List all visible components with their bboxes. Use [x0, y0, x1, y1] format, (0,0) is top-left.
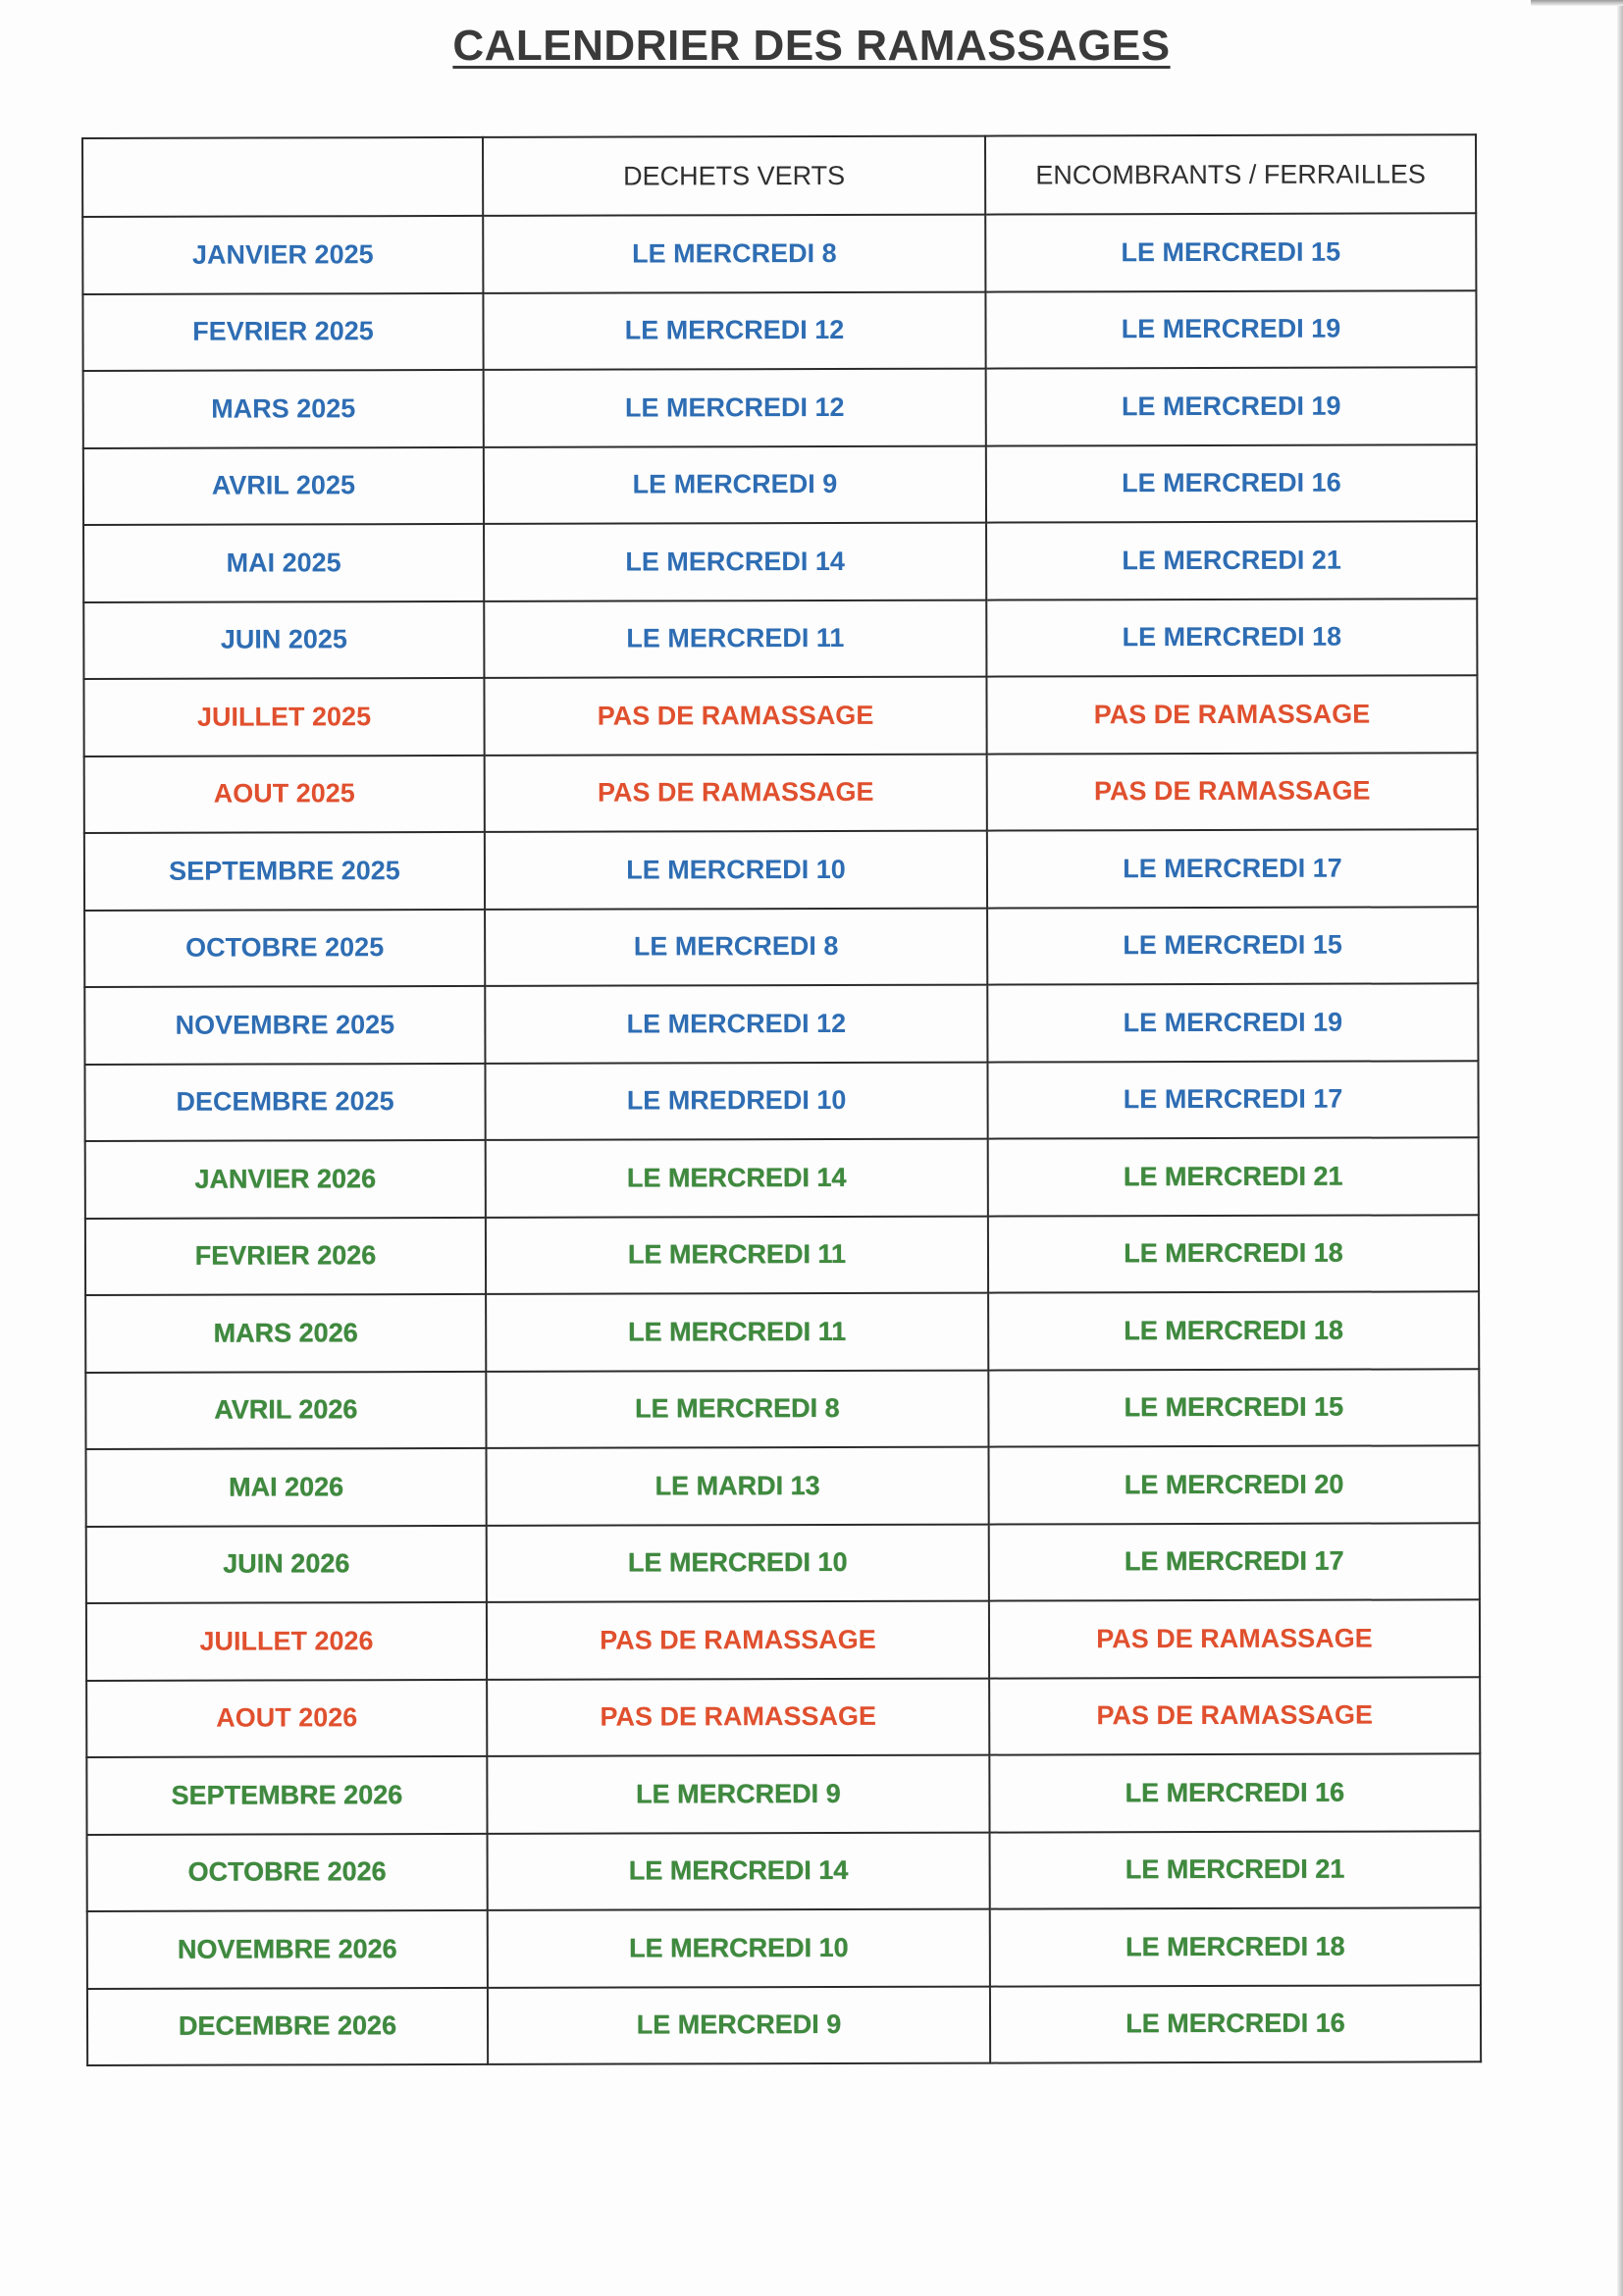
table-row	[87, 1907, 1481, 1988]
dechets-verts-cell: LE MERCREDI 12	[483, 291, 985, 370]
table-row	[87, 1985, 1481, 2065]
encombrants-cell: LE MERCREDI 19	[986, 367, 1477, 445]
dechets-verts-cell: PAS DE RAMASSAGE	[487, 1678, 989, 1756]
encombrants-cell: LE MERCREDI 18	[986, 599, 1477, 677]
table-row	[83, 367, 1477, 447]
header-month-cell	[82, 137, 483, 217]
encombrants-cell: PAS DE RAMASSAGE	[989, 1677, 1480, 1755]
dechets-verts-cell: LE MERCREDI 8	[486, 1370, 988, 1448]
month-cell: JUILLET 2025	[83, 678, 484, 757]
month-cell: SEPTEMBRE 2025	[84, 832, 485, 911]
dechets-verts-cell: LE MARDI 13	[486, 1447, 988, 1526]
table-row	[86, 1753, 1480, 1834]
month-cell: AOUT 2026	[86, 1679, 487, 1757]
encombrants-cell: LE MERCREDI 21	[990, 1831, 1481, 1909]
encombrants-cell: LE MERCREDI 21	[988, 1137, 1479, 1216]
table-row	[85, 1137, 1479, 1218]
month-cell: MAI 2026	[86, 1448, 487, 1527]
encombrants-cell: LE MERCREDI 17	[989, 1523, 1480, 1601]
dechets-verts-cell: LE MERCREDI 11	[486, 1293, 988, 1372]
dechets-verts-cell: LE MERCREDI 10	[485, 831, 987, 910]
table-row	[86, 1523, 1480, 1603]
dechets-verts-cell: LE MREDREDI 10	[485, 1062, 987, 1140]
dechets-verts-cell: LE MERCREDI 14	[486, 1139, 988, 1218]
month-cell: MAI 2025	[83, 524, 484, 602]
encombrants-cell: LE MERCREDI 17	[987, 829, 1478, 908]
scan-edge-shadow	[1617, 0, 1623, 2296]
dechets-verts-cell: LE MERCREDI 8	[485, 908, 987, 986]
month-cell: FEVRIER 2025	[82, 292, 483, 371]
table-row	[87, 1831, 1481, 1911]
encombrants-cell: LE MERCREDI 18	[990, 1907, 1481, 1986]
dechets-verts-cell: LE MERCREDI 9	[487, 1755, 989, 1834]
month-cell: OCTOBRE 2025	[84, 909, 485, 987]
encombrants-cell: LE MERCREDI 16	[986, 444, 1477, 523]
encombrants-cell: PAS DE RAMASSAGE	[986, 675, 1477, 754]
header-encombrants-ferrailles: ENCOMBRANTS / FERRAILLES	[985, 134, 1476, 214]
header-dechets-verts: DECHETS VERTS	[483, 136, 985, 216]
table-row	[83, 521, 1477, 601]
page-title-text: CALENDRIER DES RAMASSAGES	[452, 22, 1171, 70]
table-row	[83, 444, 1477, 525]
table-row	[85, 1215, 1479, 1295]
month-cell: NOVEMBRE 2025	[84, 986, 485, 1065]
month-cell: JUILLET 2026	[86, 1602, 487, 1681]
dechets-verts-cell: LE MERCREDI 8	[483, 215, 985, 293]
month-cell: FEVRIER 2026	[85, 1217, 486, 1295]
table-row	[82, 290, 1476, 371]
table-row	[86, 1677, 1480, 1757]
month-cell: AVRIL 2025	[83, 446, 484, 525]
dechets-verts-cell: LE MERCREDI 11	[486, 1216, 988, 1294]
dechets-verts-cell: PAS DE RAMASSAGE	[487, 1601, 989, 1680]
month-cell: AVRIL 2026	[85, 1371, 486, 1449]
month-cell: MARS 2026	[85, 1294, 486, 1373]
table-row	[86, 1445, 1480, 1526]
month-cell: AOUT 2025	[84, 755, 485, 833]
collection-schedule-table	[81, 133, 1482, 2066]
dechets-verts-cell: LE MERCREDI 12	[484, 369, 986, 447]
encombrants-cell: LE MERCREDI 17	[987, 1061, 1478, 1139]
table-row	[82, 213, 1476, 293]
page-title	[0, 22, 1623, 71]
encombrants-cell: LE MERCREDI 16	[990, 1985, 1481, 2063]
encombrants-cell: LE MERCREDI 15	[987, 907, 1478, 985]
table-row	[83, 599, 1477, 679]
month-cell: JANVIER 2026	[85, 1140, 486, 1219]
encombrants-cell: PAS DE RAMASSAGE	[989, 1599, 1480, 1678]
table-row	[85, 1369, 1479, 1449]
table-body	[82, 213, 1481, 2065]
header-row	[82, 134, 1476, 217]
dechets-verts-cell: PAS DE RAMASSAGE	[484, 677, 986, 756]
month-cell: JUIN 2026	[86, 1525, 487, 1603]
table-row	[84, 829, 1478, 910]
table-row	[84, 983, 1478, 1064]
dechets-verts-cell: LE MERCREDI 12	[485, 985, 987, 1064]
table-row	[84, 753, 1478, 833]
dechets-verts-cell: LE MERCREDI 14	[488, 1832, 990, 1910]
encombrants-cell: PAS DE RAMASSAGE	[987, 753, 1478, 831]
month-cell: DECEMBRE 2026	[87, 1987, 488, 2065]
encombrants-cell: LE MERCREDI 15	[988, 1369, 1479, 1447]
month-cell: SEPTEMBRE 2026	[86, 1756, 487, 1835]
encombrants-cell: LE MERCREDI 19	[987, 983, 1478, 1062]
encombrants-cell: LE MERCREDI 18	[988, 1215, 1479, 1293]
dechets-verts-cell: LE MERCREDI 11	[484, 600, 986, 678]
dechets-verts-cell: LE MERCREDI 9	[488, 1986, 990, 2064]
dechets-verts-cell: PAS DE RAMASSAGE	[485, 754, 987, 832]
table-row	[84, 907, 1478, 987]
encombrants-cell: LE MERCREDI 16	[989, 1753, 1480, 1832]
table-header	[82, 134, 1476, 217]
month-cell: MARS 2025	[83, 370, 484, 448]
encombrants-cell: LE MERCREDI 18	[988, 1291, 1479, 1370]
encombrants-cell: LE MERCREDI 15	[985, 213, 1476, 291]
table-row	[86, 1599, 1480, 1680]
table-row	[84, 1061, 1478, 1141]
month-cell: OCTOBRE 2026	[87, 1833, 488, 1911]
encombrants-cell: LE MERCREDI 19	[985, 290, 1476, 369]
scan-corner-shadow	[1531, 0, 1623, 6]
dechets-verts-cell: LE MERCREDI 14	[484, 523, 986, 601]
encombrants-cell: LE MERCREDI 20	[988, 1445, 1479, 1524]
table-row	[85, 1291, 1479, 1372]
month-cell: JANVIER 2025	[82, 216, 483, 294]
dechets-verts-cell: LE MERCREDI 9	[484, 445, 986, 524]
dechets-verts-cell: LE MERCREDI 10	[488, 1909, 990, 1988]
month-cell: DECEMBRE 2025	[84, 1063, 485, 1141]
dechets-verts-cell: LE MERCREDI 10	[487, 1524, 989, 1602]
table-row	[83, 675, 1477, 756]
month-cell: JUIN 2025	[83, 600, 484, 679]
encombrants-cell: LE MERCREDI 21	[986, 521, 1477, 600]
month-cell: NOVEMBRE 2026	[87, 1910, 488, 1989]
